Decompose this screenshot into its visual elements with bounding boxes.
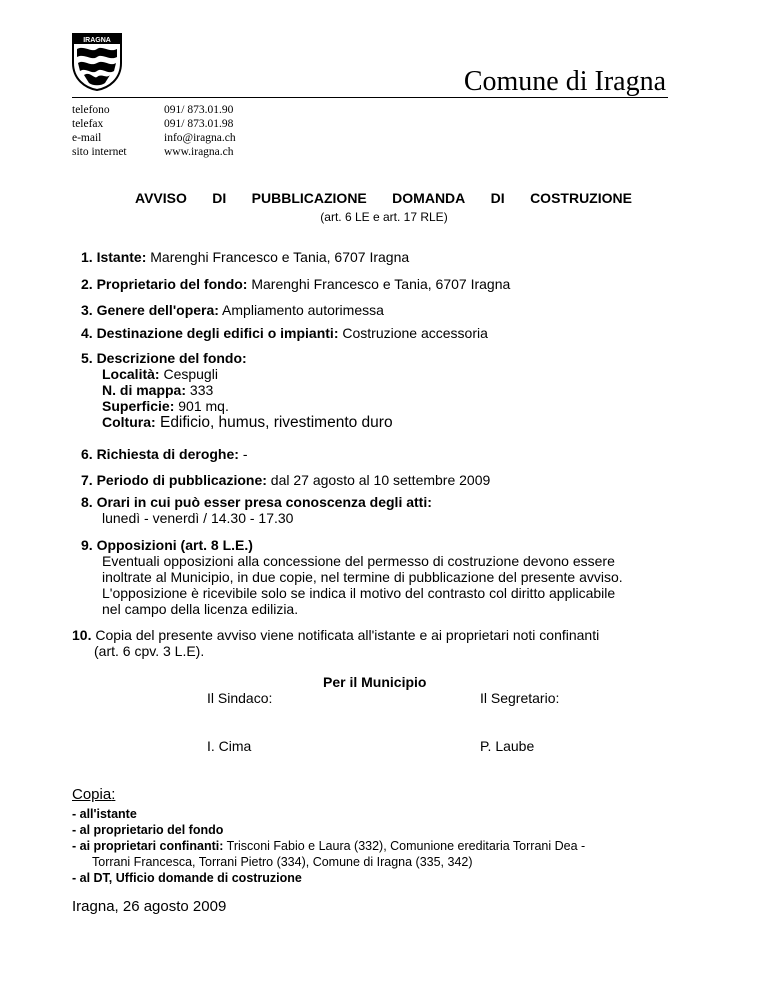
logo-lettering: IRAGNA: [83, 37, 111, 44]
signature-heading: Per il Municipio: [323, 674, 427, 690]
contact-fax: telefax 091/ 873.01.98: [72, 118, 234, 130]
copia-heading: Copia:: [72, 786, 116, 803]
copia-item-continuation: Torrani Francesca, Torrani Pietro (334), Comune di Iragna (335, 342): [92, 855, 473, 869]
contact-phone: telefono 091/ 873.01.90: [72, 104, 234, 116]
item-periodo: 7. Periodo di pubblicazione: dal 27 agosto al 10 settembre 2009: [81, 472, 491, 488]
item-genere-opera: 3. Genere dell'opera: Ampliamento autorimessa: [81, 302, 384, 318]
item-notifica: 10. Copia del presente avviso viene notificata all'istante e ai proprietari noti confinanti (art. 6 cpv. 3 L.E).: [72, 627, 600, 659]
copia-item: - al proprietario del fondo: [72, 823, 224, 837]
segretario-label: Il Segretario:: [480, 690, 560, 706]
municipality-name: Comune di Iragna: [463, 66, 666, 97]
copia-list: [72, 806, 585, 886]
item-istante: 1. Istante: Marenghi Francesco e Tania, 6707 Iragna: [81, 249, 410, 265]
contact-website: sito internet www.iragna.ch: [72, 146, 234, 158]
contact-block: [72, 103, 236, 159]
item-opposizioni: 9. Opposizioni (art. 8 L.E.) Eventuali opposizioni alla concessione del permesso di costruzione devono essere inoltrate al Municipio, in due copie, nel termine di pubblicazione del presente avviso. L'opposizione è ricevibile solo se indica il motivo del contrasto col diritto applicabile nel campo della licenza edilizia.: [81, 537, 623, 617]
contact-email: e-mail info@iragna.ch: [72, 132, 236, 144]
copia-item: - ai proprietari confinanti: Trisconi Fabio e Laura (332), Comunione ereditaria Torrani Dea -: [72, 839, 586, 853]
header-divider: [72, 97, 668, 98]
document-subtitle: (art. 6 LE e art. 17 RLE): [320, 210, 448, 224]
place-date: Iragna, 26 agosto 2009: [72, 898, 227, 915]
item-destinazione: 4. Destinazione degli edifici o impianti: Costruzione accessoria: [81, 325, 488, 341]
sindaco-name: I. Cima: [207, 738, 252, 754]
document-title: AVVISO DI PUBBLICAZIONE DOMANDA DI COSTRUZIONE: [135, 190, 632, 206]
item-deroghe: 6. Richiesta di deroghe: -: [81, 446, 248, 462]
sindaco-label: Il Sindaco:: [207, 690, 273, 706]
item-proprietario: 2. Proprietario del fondo: Marenghi Francesco e Tania, 6707 Iragna: [81, 276, 511, 292]
item-descrizione-fondo: 5. Descrizione del fondo: Località: Cespugli N. di mappa: 333 Superficie: 901 mq. Coltura: Edificio, humus, rivestimento duro: [81, 350, 393, 431]
item-orari: 8. Orari in cui può esser presa conoscenza degli atti: lunedì - venerdì / 14.30 - 17.30: [81, 494, 432, 526]
copia-item: - al DT, Ufficio domande di costruzione: [72, 871, 302, 885]
copia-item: - all'istante: [72, 807, 137, 821]
segretario-name: P. Laube: [480, 738, 535, 754]
municipal-coat-of-arms-logo: [72, 33, 122, 91]
